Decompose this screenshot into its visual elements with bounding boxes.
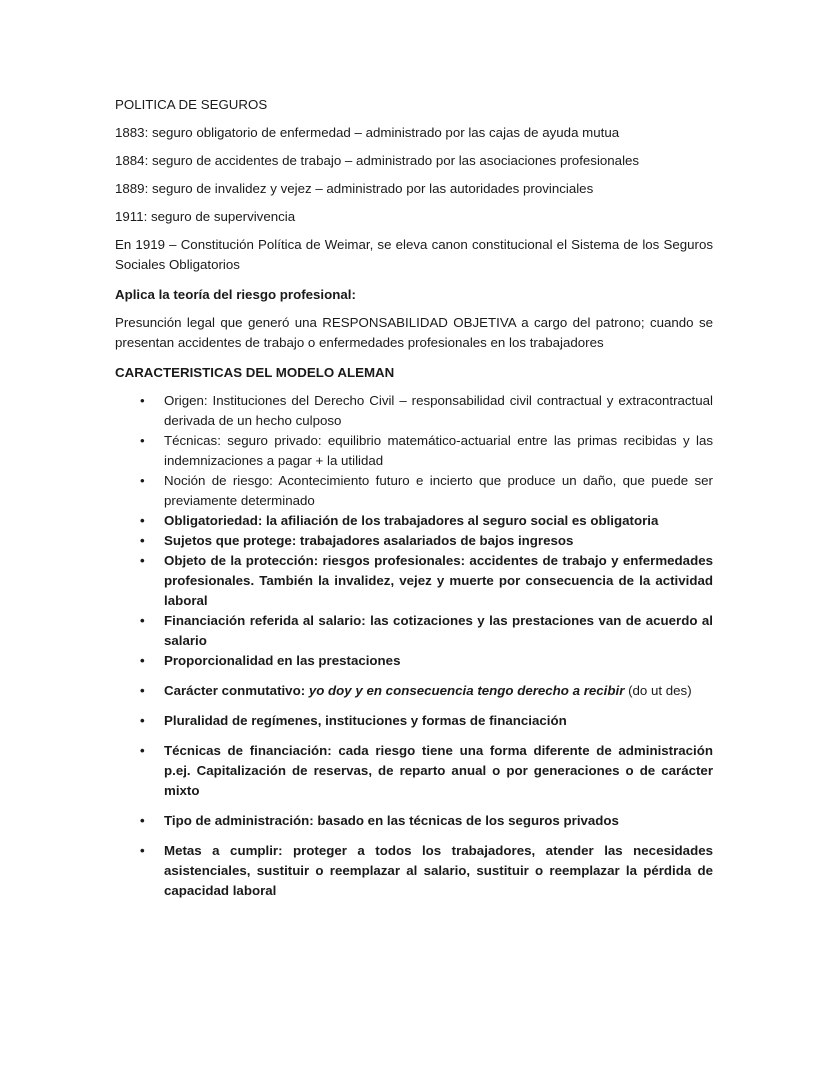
list-item-text: Obligatoriedad: la afiliación de los trabajadores al seguro social es obligatoria (164, 513, 659, 528)
bullet-icon: • (140, 743, 145, 758)
list-item-objeto (115, 551, 713, 611)
bullet-icon: • (140, 433, 145, 448)
list-item-text: Objeto de la protección: riesgos profesionales: accidentes de trabajo y enfermedades profesionales. También la invalidez, vejez y muerte por consecuencia de la actividad laboral (164, 553, 713, 608)
history-item-1883: 1883: seguro obligatorio de enfermedad – administrado por las cajas de ayuda mutua (115, 125, 620, 140)
bullet-icon: • (140, 683, 145, 698)
list-item-text: Sujetos que protege: trabajadores asalariados de bajos ingresos (164, 533, 574, 548)
conmutativo-tail: (do ut des) (624, 683, 692, 698)
list-item-origen (115, 391, 713, 431)
bullet-icon: • (140, 713, 145, 728)
theory-paragraph: Presunción legal que generó una RESPONSABILIDAD OBJETIVA a cargo del patrono; cuando se presentan accidentes de trabajo o enfermedades profesionales en los trabajadores (115, 315, 713, 350)
list-item-tipo-administracion (115, 811, 713, 831)
list-item-text: Noción de riesgo: Acontecimiento futuro e incierto que produce un daño, que puede ser previamente determinado (164, 473, 713, 508)
list-item-sujetos (115, 531, 713, 551)
list-item-text: Proporcionalidad en las prestaciones (164, 653, 401, 668)
list-item-text: Técnicas: seguro privado: equilibrio matemático-actuarial entre las primas recibidas y las indemnizaciones a pagar + la utilidad (164, 433, 713, 468)
bullet-icon: • (140, 843, 145, 858)
bullet-icon: • (140, 533, 145, 548)
list-item-pluralidad (115, 711, 713, 731)
bullet-icon: • (140, 613, 145, 628)
document-title: POLITICA DE SEGUROS (115, 97, 268, 112)
list-item-text: Técnicas de financiación: cada riesgo tiene una forma diferente de administración p.ej. Capitalización de reservas, de reparto anual o por generaciones o de carácter mixto (164, 743, 713, 798)
conmutativo-italic: yo doy y en consecuencia tengo derecho a recibir (308, 683, 625, 698)
history-item-1889: 1889: seguro de invalidez y vejez – administrado por las autoridades provinciales (115, 181, 594, 196)
list-item-financiacion (115, 611, 713, 651)
document-page (115, 95, 713, 901)
list-item-tecnicas-financiacion (115, 741, 713, 801)
list-item-text: Financiación referida al salario: las cotizaciones y las prestaciones van de acuerdo al salario (164, 613, 713, 648)
bullet-icon: • (140, 513, 145, 528)
list-item-text: Metas a cumplir: proteger a todos los trabajadores, atender las necesidades asistenciales, sustituir o reemplazar al salario, sustituir o reemplazar la pérdida de capacidad laboral (164, 843, 713, 898)
list-item-conmutativo (115, 681, 713, 701)
bullet-icon: • (140, 473, 145, 488)
list-item-nocion-riesgo (115, 471, 713, 511)
weimar-paragraph: En 1919 – Constitución Política de Weimar, se eleva canon constitucional el Sistema de los Seguros Sociales Obligatorios (115, 237, 713, 272)
list-item-proporcionalidad (115, 651, 713, 671)
model-heading: CARACTERISTICAS DEL MODELO ALEMAN (115, 365, 395, 380)
list-item-tecnicas (115, 431, 713, 471)
history-item-1884: 1884: seguro de accidentes de trabajo – administrado por las asociaciones profesionales (115, 153, 640, 168)
list-item-metas (115, 841, 713, 901)
list-item-text: Origen: Instituciones del Derecho Civil – responsabilidad civil contractual y extracontractual derivada de un hecho culposo (164, 393, 713, 428)
bullet-icon: • (140, 653, 145, 668)
characteristics-list (115, 391, 713, 901)
conmutativo-lead: Carácter conmutativo: (164, 683, 309, 698)
bullet-icon: • (140, 553, 145, 568)
history-item-1911: 1911: seguro de supervivencia (115, 209, 296, 224)
list-item-text: Pluralidad de regímenes, instituciones y formas de financiación (164, 713, 567, 728)
bullet-icon: • (140, 393, 145, 408)
bullet-icon: • (140, 813, 145, 828)
list-item-text: Tipo de administración: basado en las técnicas de los seguros privados (164, 813, 619, 828)
theory-heading: Aplica la teoría del riesgo profesional: (115, 287, 356, 302)
list-item-obligatoriedad (115, 511, 713, 531)
